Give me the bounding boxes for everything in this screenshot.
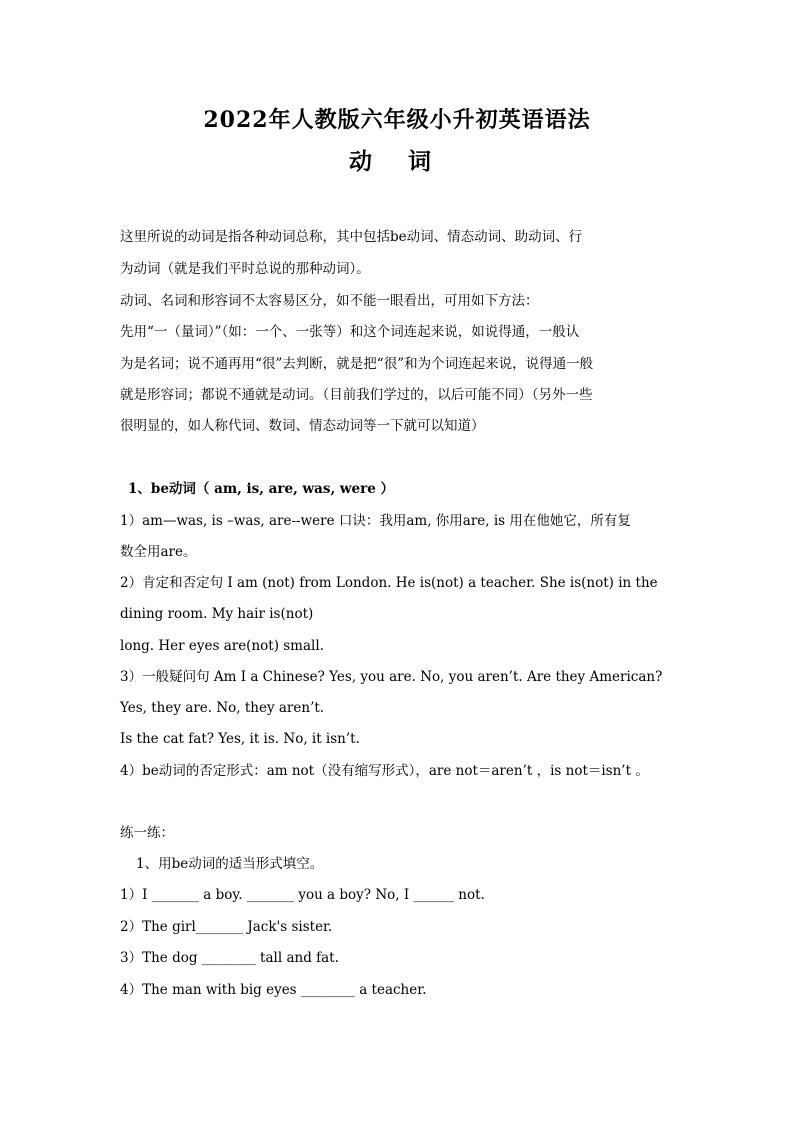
- section-line: 数全用are。: [120, 544, 197, 560]
- section-line: 3）一般疑问句 Am I a Chinese? Yes, you are. No, you aren’t. Are they American?: [120, 669, 663, 685]
- practice-heading: 练一练：: [120, 825, 174, 841]
- practice-instruction: 1、用be动词的适当形式填空。: [136, 856, 324, 872]
- intro-line: 动词、名词和形容词不太容易区分，如不能一眼看出，可用如下方法：: [120, 293, 539, 309]
- section-heading: 1、be动词（ am, is, are, was, were ）: [128, 481, 395, 497]
- intro-line: 先用“一（量词）”（如：一个、一张等）和这个词连起来说，如说得通，一般认: [120, 324, 580, 340]
- intro-line: 为动词（就是我们平时总说的那种动词）。: [120, 261, 370, 277]
- practice-item: 3）The dog ________ tall and fat.: [120, 950, 339, 966]
- section-line: 1）am—was, is –was, are--were 口诀：我用am, 你用are, is 用在他她它，所有复: [120, 513, 631, 529]
- section-line: dining room. My hair is(not): [120, 606, 314, 622]
- practice-item: 2）The girl_______ Jack's sister.: [120, 919, 333, 935]
- section-line: Is the cat fat? Yes, it is. No, it isn’t.: [120, 731, 360, 747]
- intro-line: 为是名词；说不通再用“很”去判断，就是把“很”和为个词连起来说，说得通一般: [120, 356, 594, 372]
- page-title: 2022年人教版六年级小升初英语语法: [203, 107, 591, 133]
- intro-line: 这里所说的动词是指各种动词总称，其中包括be动词、情态动词、助动词、行: [120, 229, 583, 245]
- section-line: long. Her eyes are(not) small.: [120, 638, 324, 654]
- section-line: Yes, they are. No, they aren’t.: [120, 700, 325, 716]
- section-line: 4）be动词的否定形式：am not（没有缩写形式），are not＝aren’t ，is not＝isn’t 。: [120, 763, 649, 779]
- intro-line: 就是形容词；都说不通就是动词。（目前我们学过的，以后可能不同）（另外一些: [120, 387, 593, 403]
- section-line: 2）肯定和否定句 I am (not) from London. He is(not) a teacher. She is(not) in the: [120, 575, 658, 591]
- practice-item: 1）I _______ a boy. _______ you a boy? No, I ______ not.: [120, 887, 485, 903]
- practice-item: 4）The man with big eyes ________ a teacher.: [120, 982, 427, 998]
- page-subtitle: 动 词: [348, 148, 445, 175]
- intro-line: 很明显的，如人称代词、数词、情态动词等一下就可以知道）: [120, 418, 485, 434]
